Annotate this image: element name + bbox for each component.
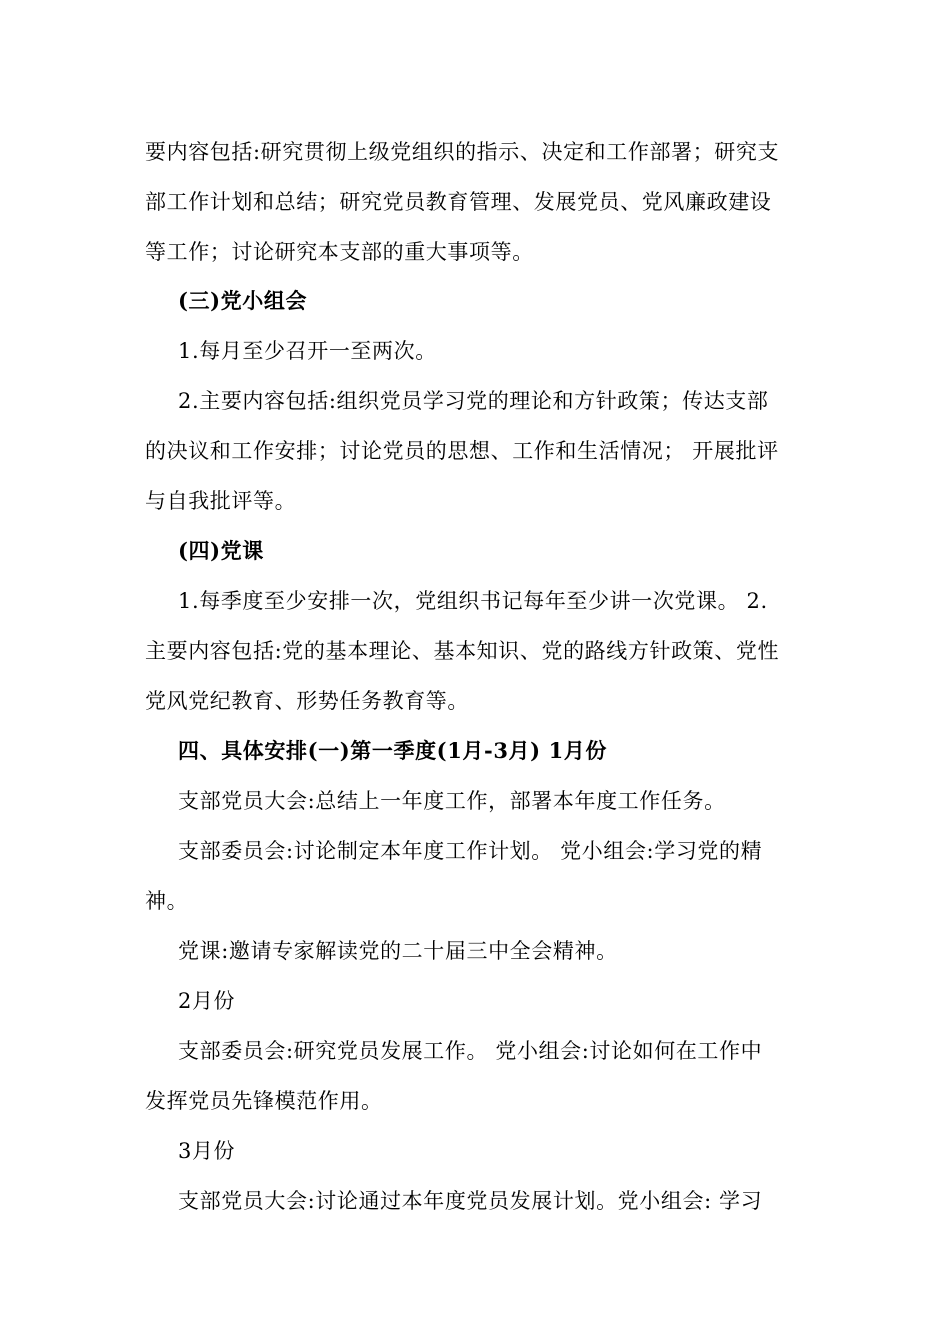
text-line: 支部委员会:讨论制定本年度工作计划。 党小组会:学习党的精 — [178, 839, 763, 863]
text-line: 与自我批评等。 — [145, 489, 297, 513]
text-line: 支部党员大会:总结上一年度工作，部署本年度工作任务。 — [178, 789, 726, 813]
text-line: 党课:邀请专家解读党的二十届三中全会精神。 — [178, 939, 618, 963]
text-line: 主要内容包括:党的基本理论、基本知识、党的路线方针政策、党性 — [145, 639, 780, 663]
text-line: 要内容包括:研究贯彻上级党组织的指示、决定和工作部署；研究支 — [145, 140, 780, 164]
section-heading: (四)党课 — [178, 538, 264, 563]
text-line: 等工作；讨论研究本支部的重大事项等。 — [145, 240, 534, 264]
text-line: 发挥党员先锋模范作用。 — [145, 1089, 383, 1113]
text-line: 支部委员会:研究党员发展工作。 党小组会:讨论如何在工作中 — [178, 1039, 763, 1063]
section-heading: 四、具体安排(一)第一季度(1月-3月) 1月份 — [178, 738, 608, 763]
text-line: 部工作计划和总结；研究党员教育管理、发展党员、党风廉政建设 — [145, 190, 772, 214]
text-line: 支部党员大会:讨论通过本年度党员发展计划。党小组会: 学习 — [178, 1189, 763, 1213]
month-label: 3月份 — [178, 1139, 236, 1163]
month-label: 2月份 — [178, 989, 236, 1013]
text-line: 神。 — [145, 889, 189, 913]
text-line: 党风党纪教育、形势任务教育等。 — [145, 689, 469, 713]
text-line: 1.每月至少召开一至两次。 — [178, 339, 437, 363]
text-line: 的决议和工作安排；讨论党员的思想、工作和生活情况； 开展批评 — [145, 439, 779, 463]
text-line: 1.每季度至少安排一次，党组织书记每年至少讲一次党课。 2. — [178, 589, 768, 613]
text-line: 2.主要内容包括:组织党员学习党的理论和方针政策；传达支部 — [178, 389, 769, 413]
section-heading: (三)党小组会 — [178, 288, 308, 313]
